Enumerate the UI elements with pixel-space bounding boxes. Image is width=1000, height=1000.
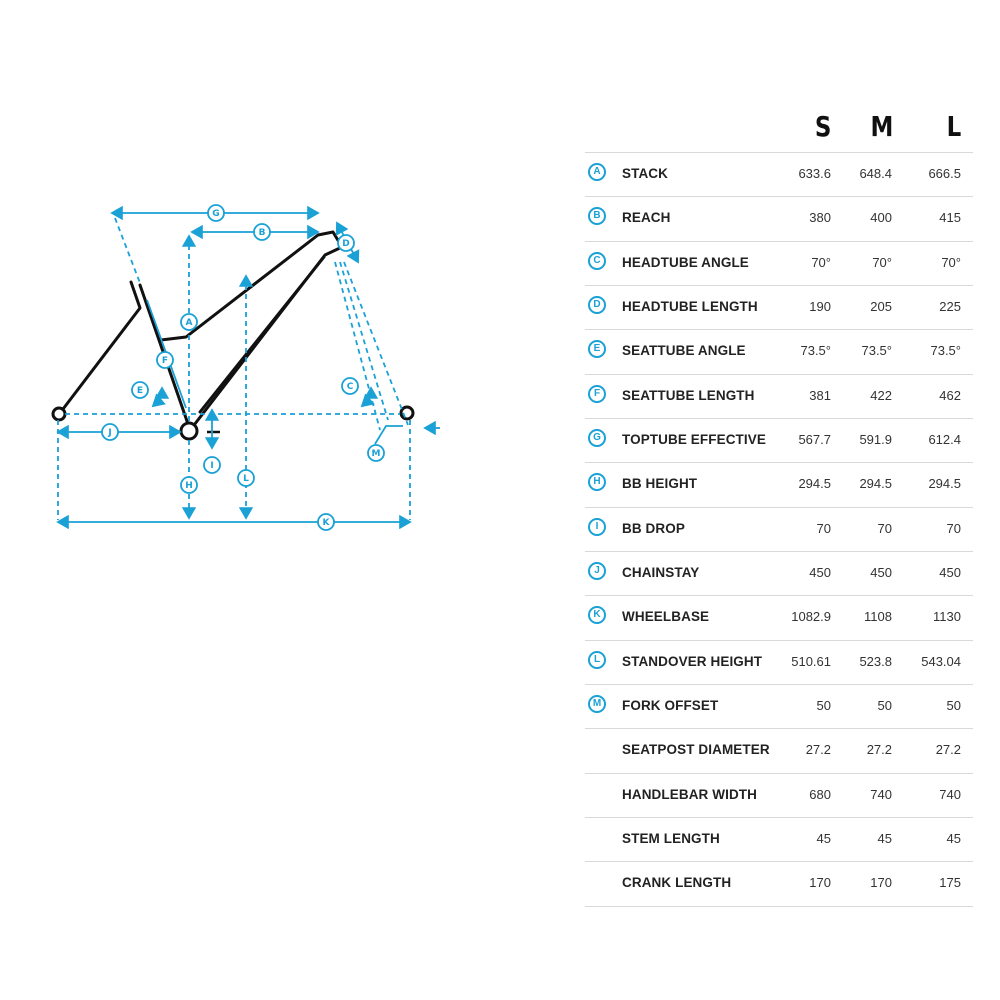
row-value-s: 450 bbox=[809, 564, 831, 580]
row-value-l: 612.4 bbox=[928, 431, 961, 447]
row-value-m: 400 bbox=[870, 210, 892, 226]
bike-frame bbox=[60, 232, 342, 429]
row-value-l: 294.5 bbox=[928, 476, 961, 492]
badge-f bbox=[157, 352, 173, 368]
badge-k bbox=[318, 514, 334, 530]
row-value-s: 73.5° bbox=[800, 343, 831, 359]
row-value-s: 510.61 bbox=[791, 653, 831, 669]
row-value-m: 648.4 bbox=[859, 166, 892, 181]
table-row bbox=[585, 196, 973, 240]
row-value-m: 294.5 bbox=[859, 476, 892, 492]
row-value-l: 50 bbox=[946, 697, 961, 713]
svg-text:B: B bbox=[258, 228, 266, 238]
dimension-badges bbox=[102, 205, 384, 530]
row-value-l: 73.5° bbox=[930, 343, 961, 359]
row-label: WHEELBASE bbox=[622, 609, 710, 625]
table-row bbox=[585, 773, 973, 817]
row-value-s: 50 bbox=[816, 697, 831, 713]
rear-axle bbox=[53, 408, 65, 420]
row-value-s: 170 bbox=[809, 875, 831, 891]
fork-line-1 bbox=[340, 262, 388, 420]
row-value-l: 415 bbox=[939, 210, 961, 226]
row-badge: E bbox=[588, 340, 606, 358]
table-row bbox=[585, 507, 973, 551]
badge-a bbox=[181, 314, 197, 330]
table-row bbox=[585, 817, 973, 861]
row-value-m: 523.8 bbox=[859, 653, 892, 669]
table-row bbox=[585, 640, 973, 684]
row-value-l: 740 bbox=[939, 786, 961, 802]
row-value-m: 170 bbox=[870, 875, 892, 891]
row-badge: K bbox=[588, 606, 606, 624]
row-label: REACH bbox=[622, 210, 671, 226]
row-label: FORK OFFSET bbox=[622, 697, 719, 713]
row-label: HANDLEBAR WIDTH bbox=[622, 786, 757, 802]
row-label: CRANK LENGTH bbox=[622, 875, 732, 891]
geometry-table bbox=[585, 104, 973, 907]
badge-i bbox=[204, 457, 220, 473]
size-l: L bbox=[946, 110, 962, 143]
row-value-l: 225 bbox=[939, 298, 961, 314]
row-value-m: 422 bbox=[870, 387, 892, 403]
row-value-l: 462 bbox=[939, 387, 961, 403]
row-label: STACK bbox=[622, 166, 668, 181]
row-badge: L bbox=[588, 651, 606, 669]
row-badge: A bbox=[588, 163, 606, 181]
svg-text:K: K bbox=[322, 518, 330, 528]
row-label: HEADTUBE ANGLE bbox=[622, 254, 749, 270]
row-label: SEATTUBE LENGTH bbox=[622, 387, 755, 403]
row-value-m: 205 bbox=[870, 298, 892, 314]
size-s: S bbox=[814, 110, 832, 143]
row-value-m: 50 bbox=[877, 697, 892, 713]
badge-m bbox=[368, 445, 384, 461]
row-badge: D bbox=[588, 296, 606, 314]
svg-text:L: L bbox=[243, 474, 249, 484]
row-value-m: 740 bbox=[870, 786, 892, 802]
row-value-s: 190 bbox=[809, 298, 831, 314]
row-label: SEATPOST DIAMETER bbox=[622, 742, 770, 758]
row-value-s: 381 bbox=[809, 387, 831, 403]
row-value-s: 70° bbox=[811, 254, 831, 270]
row-badge: M bbox=[588, 695, 606, 713]
top-tube bbox=[200, 257, 324, 412]
svg-text:A: A bbox=[185, 318, 193, 328]
row-value-s: 294.5 bbox=[798, 476, 831, 492]
row-value-l: 70° bbox=[941, 254, 961, 270]
row-value-m: 591.9 bbox=[859, 431, 892, 447]
row-label: TOPTUBE EFFECTIVE bbox=[622, 431, 766, 447]
row-value-l: 27.2 bbox=[935, 742, 961, 758]
table-row bbox=[585, 684, 973, 728]
row-value-m: 450 bbox=[870, 564, 892, 580]
geometry-rows bbox=[585, 152, 973, 907]
table-row bbox=[585, 241, 973, 285]
row-value-l: 70 bbox=[946, 520, 961, 536]
row-label: HEADTUBE LENGTH bbox=[622, 298, 758, 314]
row-value-m: 70 bbox=[877, 520, 892, 536]
row-value-l: 543.04 bbox=[921, 653, 961, 669]
svg-text:E: E bbox=[136, 386, 144, 396]
badge-b bbox=[254, 224, 270, 240]
table-row bbox=[585, 418, 973, 462]
row-label: STEM LENGTH bbox=[622, 830, 720, 846]
svg-text:D: D bbox=[342, 239, 350, 249]
badge-c bbox=[342, 378, 358, 394]
table-row bbox=[585, 462, 973, 506]
row-value-s: 27.2 bbox=[805, 742, 831, 758]
row-badge: C bbox=[588, 252, 606, 270]
toptube-g-guide bbox=[115, 218, 140, 283]
table-row bbox=[585, 374, 973, 418]
svg-text:M: M bbox=[371, 449, 381, 459]
svg-text:F: F bbox=[161, 356, 169, 366]
fork-line-3 bbox=[335, 262, 380, 430]
table-row bbox=[585, 551, 973, 595]
table-row bbox=[585, 152, 973, 196]
svg-text:J: J bbox=[108, 428, 112, 438]
row-label: BB DROP bbox=[622, 520, 685, 536]
svg-text:I: I bbox=[210, 461, 214, 471]
row-value-s: 70 bbox=[816, 520, 831, 536]
badge-l bbox=[238, 470, 254, 486]
row-badge: I bbox=[588, 518, 606, 536]
row-label: SEATTUBE ANGLE bbox=[622, 343, 746, 359]
fork-line-2 bbox=[344, 262, 408, 425]
row-value-l: 1130 bbox=[933, 609, 961, 625]
svg-text:G: G bbox=[212, 209, 220, 219]
chainstay-seatstay-tube bbox=[60, 282, 140, 413]
row-value-l: 45 bbox=[946, 830, 961, 846]
row-value-s: 680 bbox=[809, 786, 831, 802]
row-value-m: 45 bbox=[877, 830, 892, 846]
row-value-s: 380 bbox=[809, 210, 831, 226]
row-value-m: 1108 bbox=[864, 609, 892, 625]
badge-e bbox=[132, 382, 148, 398]
row-label: BB HEIGHT bbox=[622, 476, 698, 492]
row-value-l: 175 bbox=[939, 875, 961, 891]
row-value-l: 450 bbox=[939, 564, 961, 580]
table-row bbox=[585, 285, 973, 329]
row-value-m: 70° bbox=[872, 254, 892, 270]
row-badge: J bbox=[588, 562, 606, 580]
svg-text:H: H bbox=[185, 481, 193, 491]
badge-h bbox=[181, 477, 197, 493]
row-value-l: 666.5 bbox=[928, 166, 961, 181]
row-value-s: 45 bbox=[816, 830, 831, 846]
frame-geometry-diagram bbox=[0, 0, 560, 560]
row-value-s: 567.7 bbox=[798, 431, 831, 447]
bottom-bracket bbox=[181, 423, 197, 439]
table-row bbox=[585, 728, 973, 772]
badge-j bbox=[102, 424, 118, 440]
size-header bbox=[585, 104, 973, 152]
size-m: M bbox=[870, 110, 894, 143]
row-value-m: 27.2 bbox=[866, 742, 892, 758]
table-row bbox=[585, 861, 973, 906]
row-value-s: 633.6 bbox=[798, 166, 831, 181]
row-badge: B bbox=[588, 207, 606, 225]
row-value-s: 1082.9 bbox=[791, 609, 831, 625]
badge-d bbox=[338, 235, 354, 251]
row-label: STANDOVER HEIGHT bbox=[622, 653, 763, 669]
row-badge: H bbox=[588, 473, 606, 491]
table-row bbox=[585, 595, 973, 639]
badge-g bbox=[208, 205, 224, 221]
table-row bbox=[585, 329, 973, 373]
headtube-angle-c-arrow bbox=[362, 388, 371, 406]
row-badge: G bbox=[588, 429, 606, 447]
row-value-m: 73.5° bbox=[861, 343, 892, 359]
row-badge: F bbox=[588, 385, 606, 403]
seattube-angle-e-arrow bbox=[153, 388, 162, 406]
row-label: CHAINSTAY bbox=[622, 564, 700, 580]
svg-text:C: C bbox=[346, 382, 354, 392]
